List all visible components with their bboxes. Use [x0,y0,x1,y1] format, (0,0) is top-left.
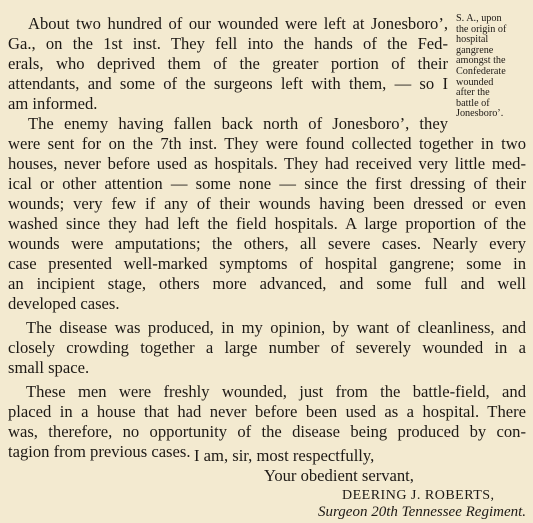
signature: DEERING J. ROBERTS, [342,488,495,503]
signature-title: Surgeon 20th Tennessee Regiment. [318,504,527,520]
margin-note-line: gangrene [456,44,494,56]
text-line: washed since they had left the field hospitals. A large proportion of the [8,214,526,233]
text-line: The enemy having fallen back north of Jonesboro’, they [28,114,448,133]
margin-note-line: Confederate [456,65,506,77]
margin-note-line: the origin of [456,23,507,35]
margin-note [456,14,528,120]
text-line: houses, never before used as hospitals. They had received very little med- [8,154,526,173]
text-line: tagion from previous cases. [8,442,191,461]
text-line: Ga., on the 1st inst. They fell into the hands of the Fed- [8,34,448,53]
text-line: wounds; very few if any of their wounds having been dressed or even [8,194,526,213]
text-line: attendants, and some of the surgeons left with them, — so I [8,74,448,93]
text-line: am informed. [8,94,98,113]
text-line: an incipient stage, others more advanced, and some full and well [8,274,526,293]
margin-note-line: wounded [456,76,494,88]
text-line: were sent for on the 7th inst. They were found collected together in two [8,134,526,153]
text-line: These men were freshly wounded, just from the battle-field, and [26,382,526,401]
text-line: erals, who deprived them of the greater portion of their [8,54,448,73]
margin-note-line: Jonesboro’. [456,108,504,120]
text-line: About two hundred of our wounded were left at Jonesboro’, [28,14,448,33]
complimentary-close: Your obedient servant, [264,466,414,485]
text-line: wounds were amputations; the others, all severe cases. Nearly every [8,234,526,253]
text-line: The disease was produced, in my opinion, by want of cleanliness, and [26,318,526,337]
text-line: placed in a house that had never before been used as a hospital. There [8,402,526,421]
text-line: closely crowding together a large number of severely wounded in a [8,338,526,357]
text-line: was, therefore, no opportunity of the disease being produced by con- [8,422,526,441]
margin-note-line: after the [456,87,490,99]
margin-note-line: amongst the [456,55,506,67]
text-line: small space. [8,358,90,377]
margin-note-line: S. A., upon [456,13,502,24]
text-line: ical or other attention — some none — since the first dressing of their [8,174,526,193]
text-line: case presented well-marked symptoms of hospital gangrene; some in [8,254,526,273]
margin-note-line: hospital [456,34,489,46]
margin-note-line: battle of [456,97,490,109]
text-line: developed cases. [8,294,120,313]
salutation: I am, sir, most respectfully, [194,446,375,465]
